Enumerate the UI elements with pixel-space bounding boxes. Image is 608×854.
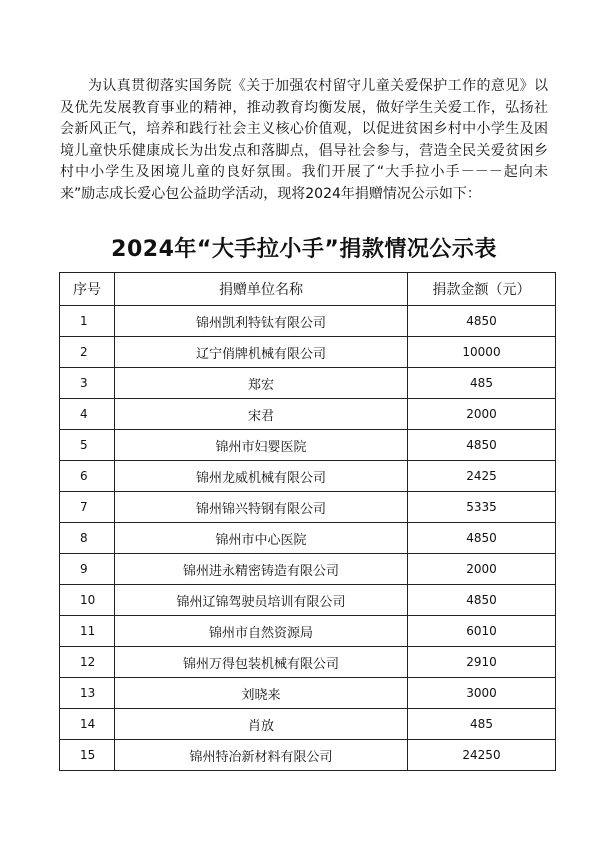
intro-paragraph: 为认真贯彻落实国务院《关于加强农村留守儿童关爱保护工作的意见》以及优先发展教育事业的精神，推动教育均衡发展，做好学生关爱工作，弘扬社会新风正气，培养和践行社会主义核心价值观，以促进贫困乡村中小学生及困境儿童快乐健康成长为出发点和落脚点，倡导社会参与，营造全民关爱贫困乡村中小学生及困境儿童的良好氛围。我们开展了“大手拉小手－－－起向未来”励志成长爱心包公益助学活动，现将2024年捐赠情况公示如下： (60, 78, 548, 202)
table-row (60, 368, 556, 399)
row-donor-name: 锦州万得包装机械有限公司 (115, 647, 408, 678)
row-amount: 24250 (408, 740, 556, 771)
row-amount: 2000 (408, 399, 556, 430)
row-donor-name: 锦州锦兴特钢有限公司 (115, 492, 408, 523)
row-serial: 7 (60, 492, 115, 523)
row-amount: 2000 (408, 554, 556, 585)
row-amount: 6010 (408, 616, 556, 647)
row-serial: 13 (60, 678, 115, 709)
table-row (60, 585, 556, 616)
table-row (60, 337, 556, 368)
donation-table (59, 272, 556, 771)
row-serial: 4 (60, 399, 115, 430)
row-donor-name: 刘晓来 (115, 678, 408, 709)
row-amount: 10000 (408, 337, 556, 368)
table-row (60, 461, 556, 492)
row-serial: 2 (60, 337, 115, 368)
row-amount: 4850 (408, 306, 556, 337)
table-row (60, 647, 556, 678)
table-title: 2024年“大手拉小手”捐款情况公示表 (111, 237, 497, 262)
row-donor-name: 锦州市妇婴医院 (115, 430, 408, 461)
header-serial: 序号 (60, 273, 115, 306)
row-serial: 11 (60, 616, 115, 647)
header-donor-name: 捐赠单位名称 (115, 273, 408, 306)
row-donor-name: 锦州市中心医院 (115, 523, 408, 554)
row-serial: 5 (60, 430, 115, 461)
row-donor-name: 锦州市自然资源局 (115, 616, 408, 647)
table-row (60, 616, 556, 647)
table-header-row (60, 273, 556, 306)
table-row (60, 554, 556, 585)
table-row (60, 306, 556, 337)
row-amount: 485 (408, 368, 556, 399)
row-donor-name: 宋君 (115, 399, 408, 430)
row-donor-name: 锦州辽锦驾驶员培训有限公司 (115, 585, 408, 616)
row-serial: 3 (60, 368, 115, 399)
row-donor-name: 辽宁俏牌机械有限公司 (115, 337, 408, 368)
table-row (60, 523, 556, 554)
row-donor-name: 锦州进永精密铸造有限公司 (115, 554, 408, 585)
table-row (60, 678, 556, 709)
row-donor-name: 郑宏 (115, 368, 408, 399)
row-amount: 3000 (408, 678, 556, 709)
row-amount: 2910 (408, 647, 556, 678)
row-amount: 5335 (408, 492, 556, 523)
table-body (60, 306, 556, 771)
row-amount: 4850 (408, 523, 556, 554)
row-serial: 8 (60, 523, 115, 554)
header-amount: 捐款金额（元） (408, 273, 556, 306)
row-serial: 15 (60, 740, 115, 771)
row-amount: 4850 (408, 430, 556, 461)
row-serial: 1 (60, 306, 115, 337)
row-donor-name: 锦州特冶新材料有限公司 (115, 740, 408, 771)
row-donor-name: 肖放 (115, 709, 408, 740)
row-amount: 4850 (408, 585, 556, 616)
table-row (60, 492, 556, 523)
table-row (60, 399, 556, 430)
row-serial: 14 (60, 709, 115, 740)
row-amount: 485 (408, 709, 556, 740)
row-serial: 6 (60, 461, 115, 492)
row-donor-name: 锦州凯利特钛有限公司 (115, 306, 408, 337)
row-serial: 9 (60, 554, 115, 585)
row-serial: 12 (60, 647, 115, 678)
table-row (60, 709, 556, 740)
row-donor-name: 锦州龙威机械有限公司 (115, 461, 408, 492)
table-row (60, 740, 556, 771)
row-amount: 2425 (408, 461, 556, 492)
table-row (60, 430, 556, 461)
row-serial: 10 (60, 585, 115, 616)
